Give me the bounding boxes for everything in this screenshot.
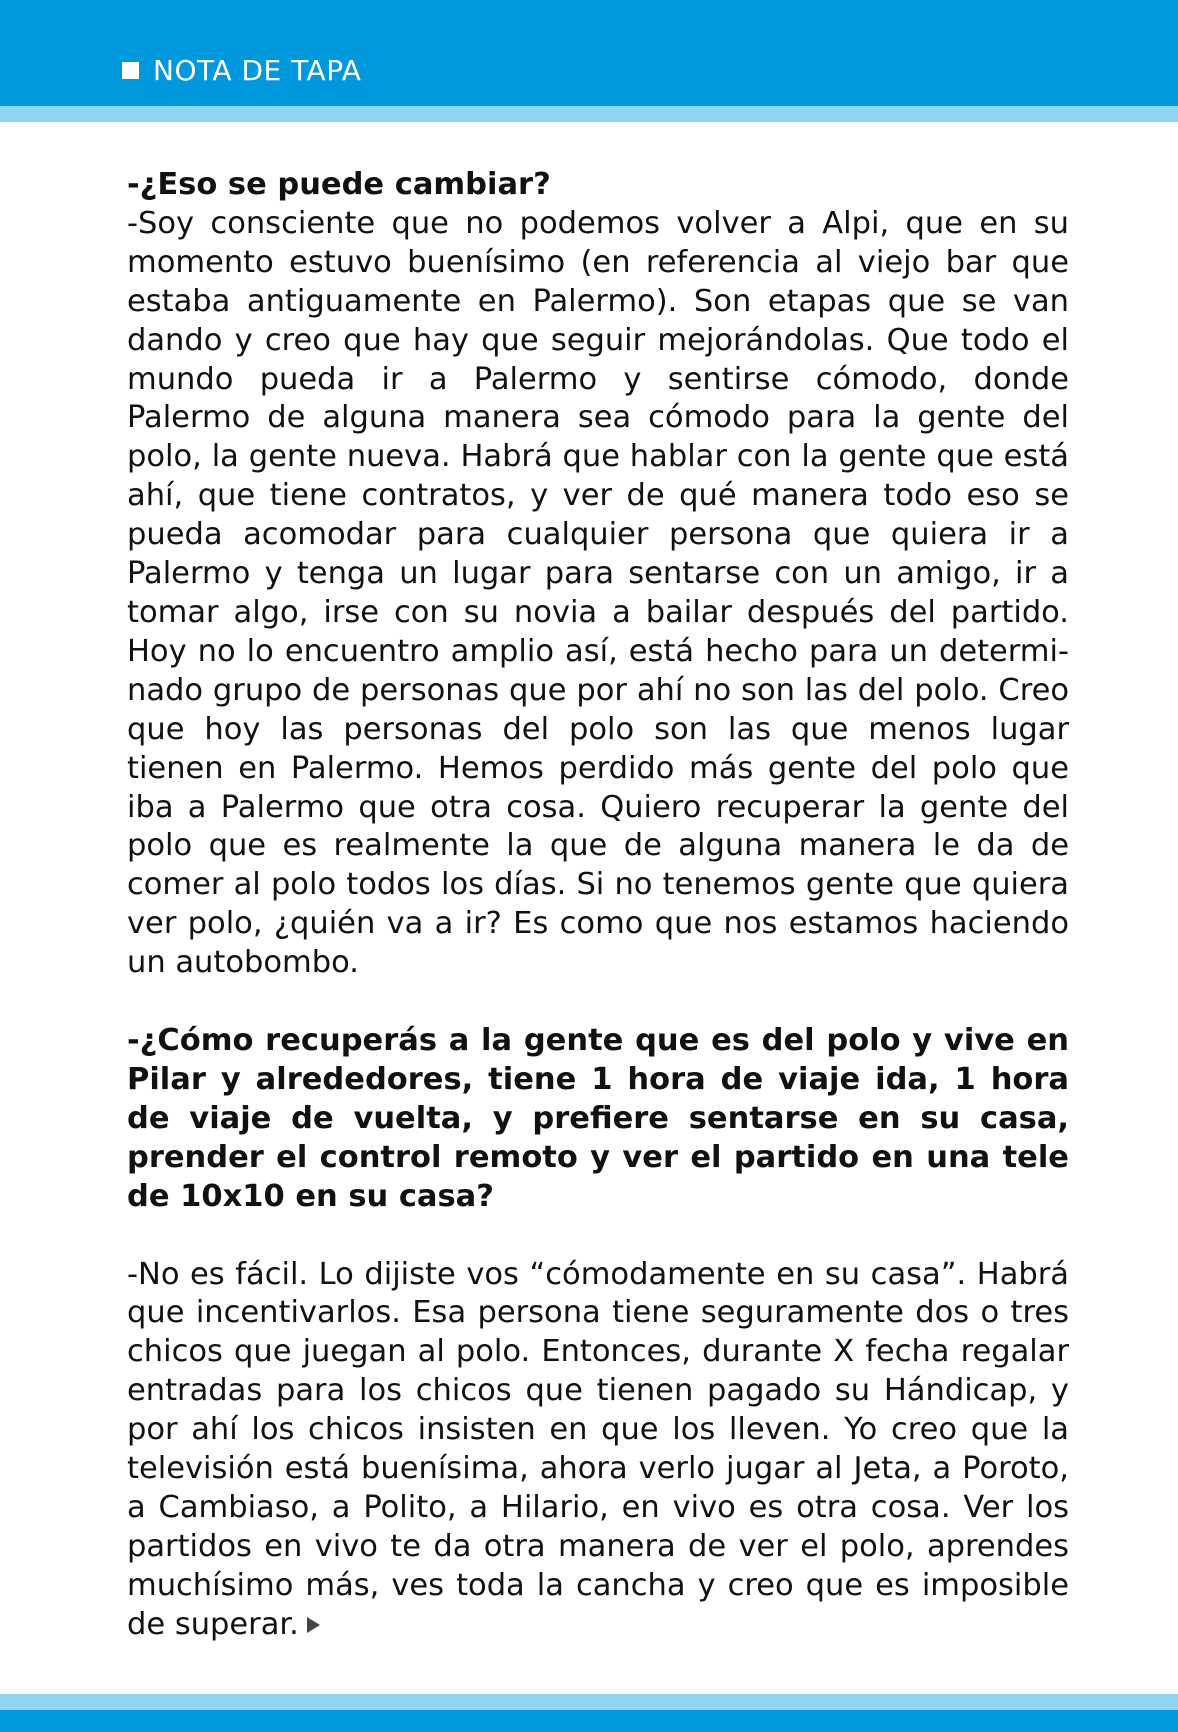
section-title: NOTA DE TAPA [153,53,362,87]
question-2: -¿Cómo recuperás a la gente que es del polo y vive en Pilar y alrededores, tiene 1 hora de viaje ida, 1 hora de viaje de vuelta, y prefiere sentarse en su casa, prender el control remoto y ver el partido en una tele de 10x10 en su casa? [127,1023,1069,1214]
paragraph-gap [127,1217,1069,1256]
paragraph-gap [127,983,1069,1022]
footer-bar [0,1710,1178,1732]
header-stripe [0,106,1178,122]
section-label [122,50,361,90]
answer-1: -Soy consciente que no podemos volver a Alpi, que en su momento estuvo buenísimo (en referencia al viejo bar que estaba antiguamente en Palermo). Son etapas que se van dando y creo que hay que seguir mejorándolas. Que todo el mundo pueda ir a Palermo y sentirse cómodo, donde Palermo de alguna manera sea cómodo para la gente del polo, la gente nueva. Habrá que hablar con la gente que está ahí, que tiene contratos, y ver de qué manera todo eso se pueda acomodar para cualquier persona que quiera ir a Palermo y tenga un lugar para sentarse con un amigo, ir a tomar algo, irse con su novia a bailar después del partido. Hoy no lo encuentro amplio así, está hecho para un determi-nado grupo de personas que por ahí no son las del polo. Creo que hoy las personas del polo son las que menos lugar tienen en Palermo. Hemos perdido más gente del polo que iba a Palermo que otra cosa. Quiero recuperar la gente del polo que es realmente la que de alguna manera le da de comer al polo todos los días. Si no tenemos gente que quiera ver polo, ¿quién va a ir? Es como que nos estamos haciendo un autobombo. [127,205,1069,981]
question-1: -¿Eso se puede cambiar? [127,167,551,202]
answer-2-text: -No es fácil. Lo dijiste vos “cómodamente en su casa”. Habrá que incentivarlos. Esa persona tiene seguramente dos o tres chicos que juegan al polo. Entonces, durante X fecha regalar entradas para los chicos que tienen pagado su Hándicap, y por ahí los chicos insisten en que los lleven. Yo creo que la televisión está buenísima, ahora verlo jugar al Jeta, a Poroto, a Cambiaso, a Polito, a Hilario, en vivo es otra cosa. Ver los partidos en vivo te da otra manera de ver el polo, aprendes muchísimo más, ves toda la cancha y creo que es imposible de superar. [127,1256,1069,1642]
triangle-right-icon [307,1617,320,1633]
answer-2 [127,1256,1069,1645]
square-icon [122,62,139,79]
footer-stripe [0,1694,1178,1710]
article-body [127,166,1069,1645]
